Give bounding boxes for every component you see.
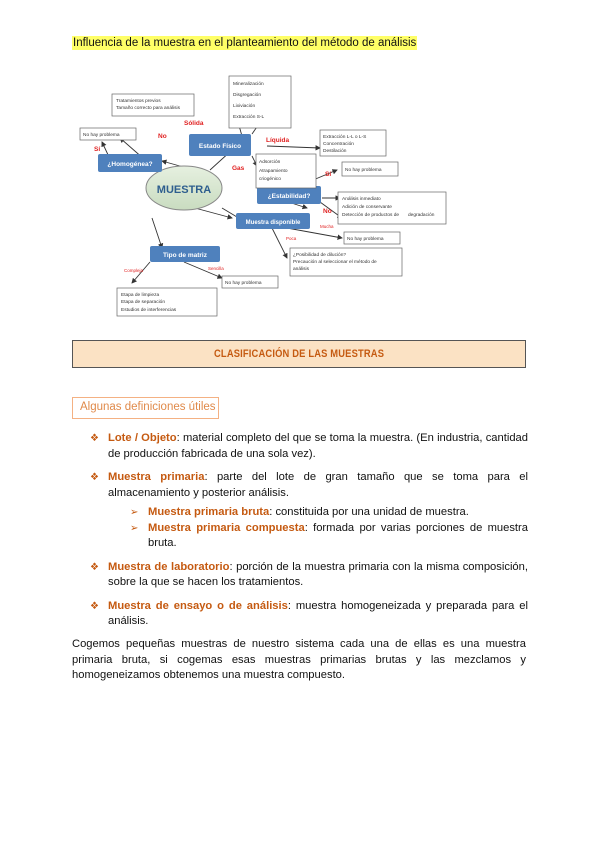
poca-line-1: ¿Posibilidad de dilución? (293, 253, 347, 258)
poca-line-2: Precaución al seleccionar el método de (293, 260, 377, 265)
definition-text: : muestra homogeneizada y preparada para el análisis. (108, 599, 528, 627)
no-problema-text-1: No hay problema (83, 133, 120, 138)
sample-influence-diagram (72, 58, 460, 323)
solida-line-3: Lixiviación (233, 104, 256, 109)
estabilidad-line-2: Adición de conservante (342, 205, 392, 210)
diamond-bullet-icon: ❖ (90, 600, 99, 612)
liquida-line-1: Extracción L-L o L-S (323, 135, 367, 140)
no-problema-text-2: No hay problema (345, 168, 382, 173)
sub-definition-term: Muestra primaria bruta (148, 506, 270, 518)
tipo-matriz-label: Tipo de matriz (163, 252, 207, 259)
tratamientos-line-1: Tratamientos previos (116, 99, 161, 104)
sub-definition-text: : formada por varias porciones de muestra bruta. (148, 521, 528, 549)
sub-definition-item (130, 505, 528, 521)
definition-item (90, 560, 528, 591)
section-banner (72, 340, 526, 368)
compleja-line-3: Estudios de interferencias (121, 308, 177, 313)
solida-line-1: Mineralización (233, 82, 264, 87)
sub-definitions-list (108, 505, 528, 552)
tratamientos-line-2: Tamaño correcto para análisis (116, 106, 180, 111)
solida-line-4: Extracción S-L (233, 115, 265, 120)
compleja-label: Compleja (124, 268, 144, 273)
diamond-bullet-icon: ❖ (90, 433, 99, 444)
mucha-label: Mucha (320, 224, 334, 229)
sub-definition-text: : constituida por una unidad de muestra. (269, 506, 469, 518)
definition-text: : parte del lote de gran tamaño que se toma para el almacenamiento y posterior análisis. (108, 471, 529, 499)
liquida-line-3: Destilación (323, 149, 347, 154)
estabilidad-line-3: Detección de productos de (342, 213, 400, 218)
no-problema-text-3: No hay problema (347, 237, 384, 242)
definition-item (90, 470, 528, 552)
si-homogenea-label: Sí (94, 146, 101, 153)
estabilidad-line-4: degradación (408, 213, 435, 218)
solida-label: Sólida (184, 120, 204, 127)
tratamientos-box (112, 94, 194, 116)
gas-line-3: criogénico (259, 177, 281, 182)
no-homogenea-label: No (158, 133, 167, 140)
si-estabilidad-label: Sí (325, 171, 332, 178)
estabilidad-line-1: Análisis inmediato (342, 197, 381, 202)
definition-text: : porción de la muestra primaria con la misma composición, sobre la que se hacen los tratamientos. (108, 560, 528, 588)
definition-text: : material completo del que se toma la muestra. (En industria, cantidad de producción fabricada de una sola vez). (108, 432, 528, 460)
arrow-bullet-icon: ➢ (130, 522, 139, 534)
definition-term: Muestra de laboratorio (108, 560, 230, 573)
gas-line-1: Adsorción (259, 160, 281, 165)
gas-line-2: Atrapamiento (259, 169, 288, 174)
poca-label: Poca (286, 236, 297, 241)
estado-fisico-label: Estado Físico (198, 143, 242, 150)
definitions-subtitle: Algunas definiciones útiles (72, 397, 219, 419)
no-problema-text-4: No hay problema (225, 281, 262, 286)
solida-line-2: Disgregación (233, 93, 261, 98)
document-title: Influencia de la muestra en el planteamiento del método de análisis (73, 37, 417, 49)
diamond-bullet-icon: ❖ (90, 561, 99, 573)
section-banner-title: CLASIFICACIÓN DE LAS MUESTRAS (213, 348, 385, 360)
definition-item (90, 599, 528, 630)
compleja-line-2: Etapa de separación (121, 300, 166, 305)
estabilidad-label: ¿Estabilidad? (267, 193, 311, 200)
sencilla-label: Sencilla (208, 266, 224, 271)
muestra-label: MUESTRA (156, 184, 212, 196)
definition-term: Muestra primaria (108, 471, 205, 483)
definition-term: Lote / Objeto (108, 432, 177, 444)
homogenea-label: ¿Homogénea? (107, 161, 153, 168)
body-paragraph: Cogemos pequeñas muestras de nuestro sistema cada una de ellas es una muestra primaria bruta, si cogemas esas muestras primarias brutas y las mezclamos y homogeneizamos obtenemos una muestra compuesto. (72, 638, 526, 681)
definition-item (90, 431, 528, 462)
definition-term: Muestra de ensayo o de análisis (108, 599, 288, 612)
poca-line-3: análisis (293, 267, 309, 272)
definitions-list (90, 431, 528, 638)
compleja-line-1: Etapa de limpieza (121, 293, 160, 298)
no-estabilidad-label: No (323, 208, 332, 215)
muestra-disponible-label: Muestra disponible (245, 220, 301, 226)
diamond-bullet-icon: ❖ (90, 472, 99, 483)
gas-label: Gas (232, 165, 245, 172)
liquida-line-2: Concentración (323, 142, 354, 147)
arrow-bullet-icon: ➢ (130, 507, 139, 518)
liquida-label: Líquida (266, 137, 290, 144)
sub-definition-item (130, 521, 528, 552)
sub-definition-term: Muestra primaria compuesta (148, 521, 305, 534)
